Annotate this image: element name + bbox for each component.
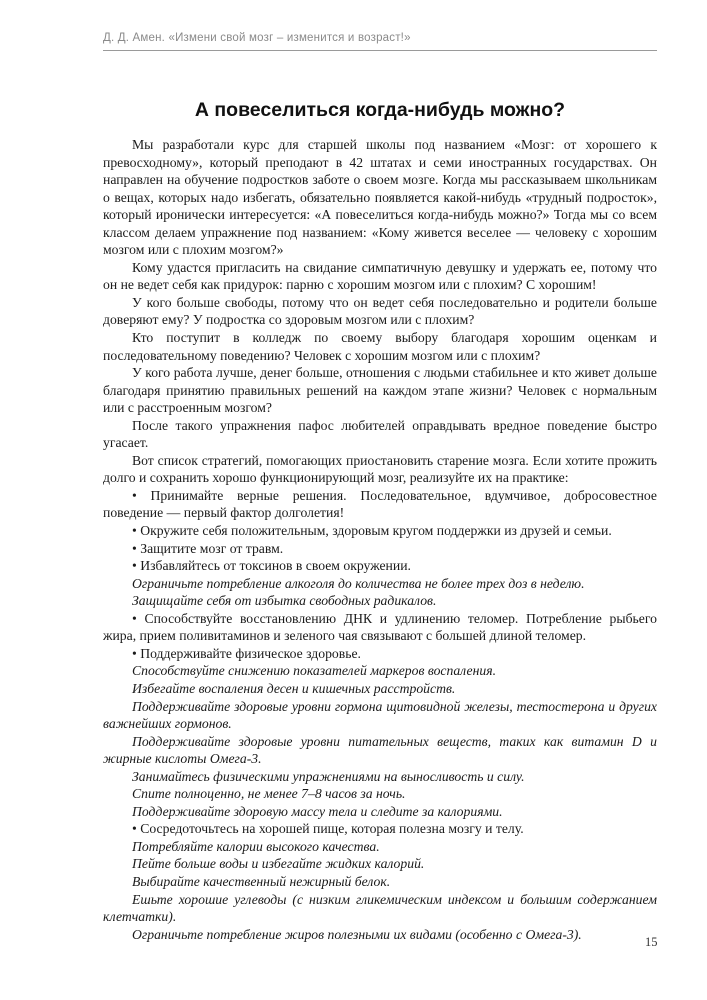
header-rule [103,50,657,51]
italic-subpoint: Ешьте хорошие углеводы (с низким гликемическим индексом и большим содержанием клетчатки). [103,891,657,925]
body-text [103,136,657,943]
section-title: А повеселиться когда-нибудь можно? [194,99,566,121]
italic-subpoint: Выбирайте качественный нежирный белок. [132,873,391,889]
italic-subpoint: Спите полноценно, не менее 7–8 часов за ночь. [132,786,406,802]
italic-subpoint: Поддерживайте здоровую массу тела и следите за калориями. [132,803,503,819]
body-paragraph: Кто поступит в колледж по своему выбору благодаря хорошим оценкам и последовательному поведению? Человек с хорошим мозгом или с плохим? [103,330,657,363]
body-paragraph: Кому удастся пригласить на свидание симпатичную девушку и удержать ее, потому что он не ведет себя как придурок: парню с хорошим мозгом или с плохим? С хорошим! [103,259,657,293]
bullet-item: • Принимайте верные решения. Последовательное, вдумчивое, добросовестное поведение — первый фактор долголетия! [103,487,657,521]
body-paragraph: После такого упражнения пафос любителей оправдывать вредное поведение быстро угасает. [103,417,657,451]
bullet-item: • Окружите себя положительным, здоровым кругом поддержки из друзей и семьи. [132,523,612,539]
body-paragraph: У кого работа лучше, денег больше, отношения с людьми стабильнее и кто живет дольше благодаря принятию правильных решений на каждом этапе жизни? Человек с нормальным или с расстроенным мозгом? [103,365,657,416]
running-head: Д. Д. Амен. «Измени свой мозг – изменится и возраст!» [103,32,411,44]
italic-subpoint: Пейте больше воды и избегайте жидких калорий. [132,856,425,872]
italic-subpoint: Поддерживайте здоровые уровни питательных веществ, таких как витамин D и жирные кислоты Омега-3. [103,733,657,767]
body-paragraph: Вот список стратегий, помогающих приостановить старение мозга. Если хотите прожить долго и сохранить хорошо функционирующий мозг, реализуйте их на практике: [103,452,657,486]
body-paragraph: У кого больше свободы, потому что он ведет себя последовательно и родители больше доверяют ему? У подростка со здоровым мозгом или с плохим? [103,294,657,328]
page-number: 15 [645,935,658,949]
bullet-item: • Избавляйтесь от токсинов в своем окружении. [132,558,411,574]
italic-subpoint: Защищайте себя от избытка свободных радикалов. [132,593,437,609]
italic-subpoint: Занимайтесь физическими упражнениями на выносливость и силу. [132,768,525,784]
bullet-item: • Способствуйте восстановлению ДНК и удлинению теломер. Потребление рыбьего жира, прием поливитаминов и зеленого чая связывают с большей длиной теломер. [103,610,657,644]
italic-subpoint: Способствуйте снижению показателей маркеров воспаления. [132,663,496,679]
italic-subpoint: Ограничьте потребление алкоголя до количества не более трех доз в неделю. [132,575,585,591]
bullet-item: • Поддерживайте физическое здоровье. [132,645,361,661]
italic-subpoint: Ограничьте потребление жиров полезными их видами (особенно с Омега-3). [132,926,582,942]
bullet-item: • Защитите мозг от травм. [132,540,284,556]
italic-subpoint: Потребляйте калории высокого качества. [132,838,380,854]
italic-subpoint: Избегайте воспаления десен и кишечных расстройств. [132,680,456,696]
bullet-item: • Сосредоточьтесь на хорошей пище, которая полезна мозгу и телу. [132,821,524,837]
italic-subpoint: Поддерживайте здоровые уровни гормона щитовидной железы, тестостерона и других важнейших гормонов. [103,698,657,732]
body-paragraph: Мы разработали курс для старшей школы под названием «Мозг: от хорошего к превосходному», который преподают в 42 штатах и семи иностранных государствах. Он направлен на обучение подростков заботе о своем мозге. Когда мы рассказываем школьникам о вещах, которых надо избегать, обязательно появляется какой-нибудь «трудный подросток», который иронически интересуется: «А повеселиться когда-нибудь можно?» Тогда мы со всем классом делаем упражнение под названием: «Кому живется веселее — человеку с хорошим мозгом или с плохим мозгом?» [103,137,657,258]
